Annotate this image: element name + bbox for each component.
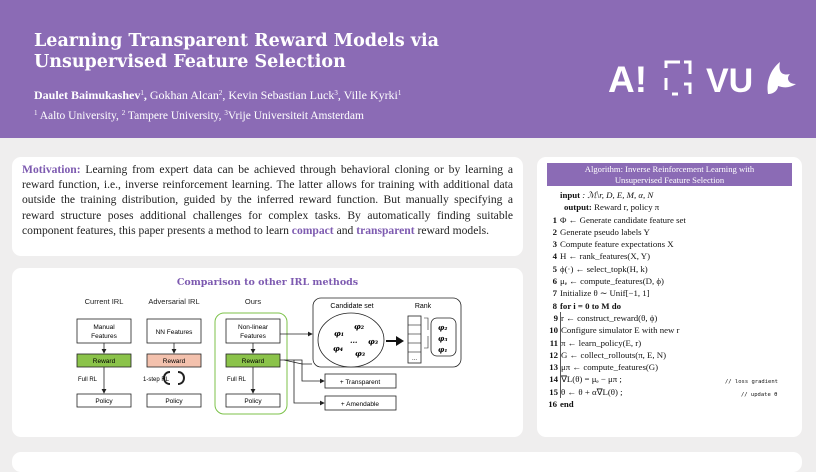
rank-dots: ... xyxy=(412,356,418,362)
algo-line: π ← learn_policy(E, r) xyxy=(561,337,642,348)
next-section-card xyxy=(12,452,802,472)
manual-features-label: Features xyxy=(91,333,117,340)
amendable-label: + Amendable xyxy=(340,401,380,408)
line-number: 13 xyxy=(549,362,558,373)
affiliation: Aalto University, xyxy=(39,110,119,122)
author-list: Daulet Baimukashev$^1$, Gokhan Alcan$^2$, Kevin Sebastian Luck$^3$, Ville Kyrki$^1$ xyxy=(34,88,402,102)
algo-line: Initialize θ ∼ Unif[−1, 1] xyxy=(560,288,650,299)
algorithm-title: Algorithm: Inverse Reinforcement Learning with xyxy=(584,164,755,174)
algo-line: for i = 0 to M do xyxy=(560,300,622,311)
line-number: 12 xyxy=(549,349,558,360)
nonlinear-features-label: Non-linear xyxy=(238,324,268,331)
col-current-irl: Current IRL xyxy=(84,297,124,306)
algo-line: G ← collect_rollouts(π, E, N) xyxy=(561,349,667,360)
current-irl-column xyxy=(77,319,131,407)
line-number: 14 xyxy=(549,374,558,385)
ours-column xyxy=(215,313,324,414)
svg-text:φ₃: φ₃ xyxy=(355,349,366,358)
keyword-compact: compact xyxy=(291,223,334,237)
svg-text:φ₁: φ₁ xyxy=(438,345,448,354)
output-text: Reward r, policy π xyxy=(594,202,660,213)
line-number: 3 xyxy=(552,239,557,250)
manual-features-label: Manual xyxy=(93,324,115,331)
author-sup: 1 xyxy=(397,89,402,97)
line-number: 11 xyxy=(549,337,558,348)
affil-sup: 1 xyxy=(34,109,38,117)
svg-text:φ₂: φ₂ xyxy=(438,323,448,332)
algo-line: Configure simulator E with new r xyxy=(561,325,680,336)
col-adversarial-irl: Adversarial IRL xyxy=(148,297,200,306)
line-number: 6 xyxy=(552,276,557,287)
policy-label: Policy xyxy=(95,398,113,405)
candidate-set-label: Candidate set xyxy=(330,303,374,310)
line-number: 10 xyxy=(549,325,558,336)
nonlinear-features-label: Features xyxy=(240,333,266,340)
line-number: 9 xyxy=(553,312,558,323)
rank-label: Rank xyxy=(414,303,432,310)
nn-features-label: NN Features xyxy=(155,329,193,336)
author-name: Ville Kyrki xyxy=(343,88,398,102)
algo-line: Generate pseudo labels Y xyxy=(560,226,650,237)
benefit-labels xyxy=(325,374,396,410)
line-number: 7 xyxy=(552,288,557,299)
algo-line: μπ ← compute_features(G) xyxy=(561,362,659,373)
poster-header xyxy=(0,0,816,138)
line-number: 2 xyxy=(552,226,557,237)
transparent-label: + Transparent xyxy=(339,379,381,386)
policy-label: Policy xyxy=(165,398,183,405)
comparison-figure xyxy=(12,268,523,437)
policy-label: Policy xyxy=(244,398,262,405)
algo-line: Compute feature expectations X xyxy=(560,239,674,250)
paper-title xyxy=(34,31,554,73)
tampere-logo xyxy=(666,62,690,94)
algo-line: ∇L(θ) = μₑ − μπ ; xyxy=(561,374,622,385)
svg-text:φ₄: φ₄ xyxy=(333,344,344,353)
vu-logo-text: VU xyxy=(706,62,754,100)
motivation-text: reward models. xyxy=(417,223,490,237)
motivation-text: Learning from expert data can be achieved through behavioral cloning or by learning a reward function, i.e., inverse reinforcement learning. The latter allows for training with additional data outside the training distribution, guided by the inferred reward function. But manually specifying a reward structure poses additional challenges for complex tasks. By automatically finding suitable component features, this paper presents a method to learn xyxy=(22,163,513,237)
figure-title: Comparison to other IRL methods xyxy=(176,277,359,288)
svg-text:φ₂: φ₂ xyxy=(354,322,365,331)
comparison-diagram xyxy=(12,268,523,437)
line-number: 4 xyxy=(552,251,557,262)
author-sup: 2 xyxy=(218,89,223,97)
full-rl-label: Full RL xyxy=(78,377,98,383)
line-number: 16 xyxy=(548,399,557,410)
svg-text:φ₁: φ₁ xyxy=(334,329,345,338)
title-line-2: Unsupervised Feature Selection xyxy=(34,52,346,72)
algo-line: θ ← θ + α∇L(θ) ; xyxy=(561,386,623,397)
algo-line: Φ ← Generate candidate feature set xyxy=(560,214,686,225)
affiliation: Tampere University, xyxy=(127,110,222,122)
algorithm-title: Unsupervised Feature Selection xyxy=(614,174,725,185)
line-number: 5 xyxy=(552,263,557,274)
aalto-logo: A! xyxy=(608,59,648,100)
line-number: 1 xyxy=(552,214,557,225)
reward-label: Reward xyxy=(241,358,265,365)
algorithm-header xyxy=(547,163,792,186)
loop-arrow-icon xyxy=(178,372,184,384)
affiliation: Vrije Universiteit Amsterdam xyxy=(227,110,364,122)
svg-text:φ₃: φ₃ xyxy=(438,334,448,343)
algorithm-body xyxy=(546,189,796,410)
affiliations xyxy=(34,109,364,122)
one-step-rl-label: 1-step RL xyxy=(143,377,170,383)
algo-line: H ← rank_features(X, Y) xyxy=(560,251,651,262)
input-keyword: input xyxy=(560,190,581,200)
output-keyword: output: xyxy=(564,202,592,213)
author-name: Gokhan Alcan xyxy=(149,88,219,102)
algo-line: ϕ(·) ← select_topk(H, k) xyxy=(560,263,648,274)
author-name: Kevin Sebastian Luck xyxy=(228,88,335,102)
griffin-icon xyxy=(768,62,797,94)
institution-logos xyxy=(608,54,808,100)
affil-sup: 3 xyxy=(224,109,228,117)
input-text: : ℳ\r, D, E, M, α, N xyxy=(582,190,654,200)
title-line-1: Learning Transparent Reward Models via xyxy=(34,31,439,51)
svg-text:φ₃: φ₃ xyxy=(368,337,379,346)
algo-line: μₑ ← compute_features(D, ϕ) xyxy=(560,276,664,287)
author-name: Daulet Baimukashev xyxy=(34,88,141,102)
full-rl-label: Full RL xyxy=(227,377,247,383)
line-number: 8 xyxy=(552,300,557,311)
svg-text:…: … xyxy=(350,336,358,345)
adversarial-irl-column xyxy=(143,319,201,407)
algo-line: r ← construct_reward(θ, ϕ) xyxy=(561,312,658,323)
reward-label: Reward xyxy=(92,358,116,365)
line-number: 15 xyxy=(549,386,558,397)
algo-line: end xyxy=(560,399,574,410)
affil-sup: 2 xyxy=(121,109,126,117)
motivation-card xyxy=(12,157,523,256)
algorithm-card xyxy=(537,157,802,437)
comment-update: // update θ xyxy=(741,391,778,398)
reward-label: Reward xyxy=(162,358,186,365)
author-sup: 3 xyxy=(334,89,338,97)
keyword-transparent: transparent xyxy=(356,223,415,237)
comment-loss-gradient: // loss gradient xyxy=(725,379,778,386)
motivation-label: Motivation: xyxy=(22,163,81,176)
col-ours: Ours xyxy=(244,297,262,306)
motivation-text: and xyxy=(336,223,354,237)
author-sup: 1 xyxy=(140,89,144,97)
candidate-set-panel xyxy=(313,298,461,367)
